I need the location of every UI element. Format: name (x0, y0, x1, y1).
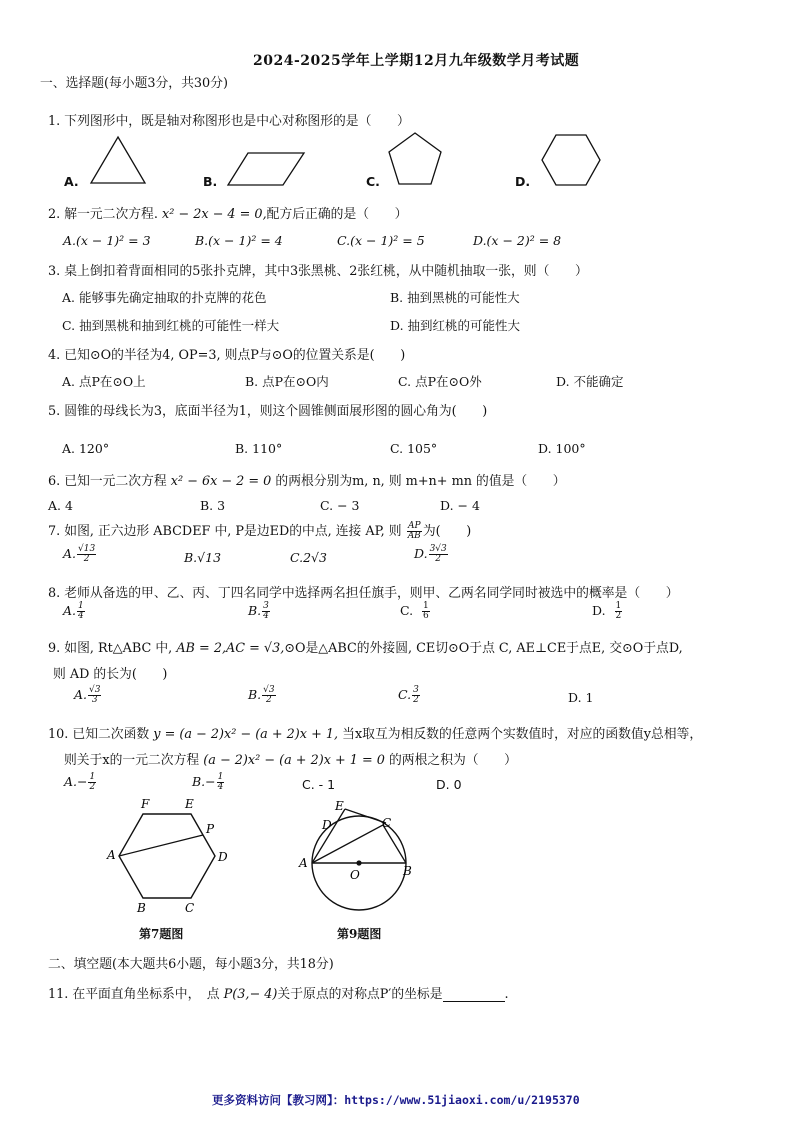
figure-7-caption: 第7题图 (139, 927, 184, 941)
q10-option-a: A.− $\frac{1}{2}$ (64, 772, 96, 792)
q2-equation: x² − 2x − 4 = 0, (162, 207, 267, 222)
q5-option-b: B. 110° (235, 441, 283, 456)
parallelogram-icon (226, 150, 306, 188)
q2-option-b: B.(x − 1)² = 4 (195, 233, 283, 248)
q10-stem-tail: 的两根之积为（ ） (389, 753, 517, 768)
q3-option-b: B. 抽到黑桃的可能性大 (390, 290, 520, 305)
question-1-stem: 1. 下列图形中，既是轴对称图形也是中心对称图形的是（ ） (48, 114, 410, 129)
q6-stem-tail: 的两根分别为m, n, 则 m+n+ mn 的值是（ ） (275, 474, 566, 489)
q9-equation: AB = 2,AC = √3, (176, 641, 285, 656)
q8-option-b: B. $\frac{3}{4}$ (248, 601, 269, 621)
q9-option-d: D. 1 (568, 690, 594, 705)
question-7-stem (48, 520, 471, 541)
q7-stem-tail: 为( ) (422, 524, 472, 539)
footer-link[interactable]: 更多资料访问【教习网】：https://www.51jiaoxi.com/u/2195370 (212, 1093, 580, 1107)
q9-option-a: A. $\frac{√3}{3}$ (74, 685, 101, 705)
question-9-stem-line2: 则 AD 的长为( ) (53, 667, 168, 682)
q2-option-d: D.(x − 2)² = 8 (473, 233, 562, 248)
q10-option-b: B.− $\frac{1}{4}$ (192, 772, 224, 792)
pentagon-icon (387, 131, 443, 187)
q11-stem-tail: 关于原点的对称点P′的坐标是 (277, 987, 443, 1002)
question-8-stem: 8. 老师从备选的甲、乙、丙、丁四名同学中选择两名担任旗手，则甲、乙两名同学同时被选中的概率是（ ） (48, 586, 679, 601)
hexagon-outline (119, 814, 215, 898)
q3-option-c: C. 抽到黑桃和抽到红桃的可能性一样大 (62, 318, 280, 333)
question-10-stem (48, 723, 702, 742)
question-6-stem (48, 470, 566, 489)
q1-option-b-label: B. (203, 174, 218, 189)
q10-equation: (a − 2)x² − (a + 2)x + 1 = 0 (203, 753, 385, 768)
point-label-d9: D (322, 818, 332, 832)
point-label-e: E (185, 797, 194, 811)
q6-stem-text: 6. 已知一元二次方程 (48, 474, 167, 489)
question-3-stem: 3. 桌上倒扣着背面相同的5张扑克牌，其中3张黑桃、2张红桃，从中随机抽取一张，则（ ） (48, 264, 588, 279)
q10-stem-text2: 则关于x的一元二次方程 (64, 753, 200, 768)
q4-option-a: A. 点P在⊙O上 (62, 374, 146, 389)
point-label-e9: E (335, 799, 344, 813)
q6-option-d: D. − 4 (440, 498, 480, 513)
point-label-a: A (107, 848, 116, 862)
section-heading-fill: 二、填空题(本大题共6小题，每小题3分，共18分) (48, 957, 334, 972)
center-dot (356, 860, 361, 865)
q7-option-a: A. $\frac{√13}{2}$ (63, 544, 96, 564)
question-2-stem (48, 203, 407, 222)
q8-option-c: C. $\frac{1}{6}$ (400, 601, 429, 621)
q6-option-a: A. 4 (48, 498, 73, 513)
q10-function: y = (a − 2)x² − (a + 2)x + 1, (153, 727, 339, 742)
hexagon-icon (540, 133, 602, 187)
q5-option-d: D. 100° (538, 441, 586, 456)
q3-option-a: A. 能够事先确定抽取的扑克牌的花色 (62, 290, 267, 305)
q11-point: P(3,− 4) (223, 987, 278, 1002)
q7-option-d: D. $\frac{3√3}{2}$ (414, 544, 447, 564)
q4-option-b: B. 点P在⊙O内 (245, 374, 329, 389)
q9-stem-text: 9. 如图, Rt△ABC 中, (48, 641, 173, 656)
question-5-stem: 5. 圆锥的母线长为3，底面半径为1，则这个圆锥侧面展形图的圆心角为( ) (48, 404, 488, 419)
point-label-c: C (185, 901, 195, 915)
q11-answer-blank[interactable] (443, 989, 505, 1002)
q1-option-a-label: A. (64, 174, 79, 189)
q5-option-c: C. 105° (390, 441, 438, 456)
q6-option-c: C. − 3 (320, 498, 360, 513)
triangle-icon (88, 134, 148, 186)
segment-ap (119, 835, 203, 856)
q6-option-b: B. 3 (200, 498, 226, 513)
q1-option-d-label: D. (515, 174, 531, 189)
q2-option-c: C.(x − 1)² = 5 (337, 233, 425, 248)
q7-stem-text: 7. 如图, 正六边形 ABCDEF 中, P是边ED的中点, 连接 AP, 则 (48, 524, 402, 539)
q4-option-d: D. 不能确定 (556, 374, 624, 389)
figure-9-circle (296, 795, 426, 920)
point-label-a9: A (299, 856, 308, 870)
q4-option-c: C. 点P在⊙O外 (398, 374, 482, 389)
q1-option-c-label: C. (366, 174, 380, 189)
q9-option-b: B. $\frac{√3}{2}$ (248, 685, 275, 705)
q6-equation: x² − 6x − 2 = 0 (170, 474, 272, 489)
q10-option-d: D. 0 (436, 777, 462, 792)
q9-stem-tail: ⊙O是△ABC的外接圆, CE切⊙O于点 C, AE⊥CE于点E, 交⊙O于点D, (284, 641, 683, 656)
q11-period: . (504, 987, 509, 1002)
point-label-b9: B (403, 864, 412, 878)
section-heading-choice: 一、选择题(每小题3分，共30分) (40, 76, 228, 91)
q10-stem-mid: 当x取互为相反数的任意两个实数值时，对应的函数值y总相等， (342, 727, 703, 742)
question-4-stem: 4. 已知⊙O的半径为4, OP=3, 则点P与⊙O的位置关系是( ) (48, 348, 406, 363)
point-label-b: B (137, 901, 146, 915)
point-label-d: D (218, 850, 228, 864)
q10-option-c: C. - 1 (302, 777, 336, 792)
q2-stem-text: 2. 解一元二次方程. (48, 207, 158, 222)
q5-option-a: A. 120° (62, 441, 110, 456)
q8-option-d: D. $\frac{1}{2}$ (592, 601, 622, 621)
point-label-c9: C (382, 816, 392, 830)
point-label-o9: O (350, 868, 360, 882)
page-title: 2024-2025学年上学期12月九年级数学月考试题 (253, 53, 580, 69)
q3-option-d: D. 抽到红桃的可能性大 (390, 318, 521, 333)
q8-option-a: A. $\frac{1}{4}$ (63, 601, 84, 621)
q2-stem-tail: 配方后正确的是（ ） (266, 207, 408, 222)
q7-option-b: B.√13 (184, 550, 222, 565)
q7-fraction: $\frac{AP}{AB}$ (407, 521, 421, 541)
figure-9-caption: 第9题图 (337, 927, 382, 941)
q9-option-c: C. $\frac{3}{2}$ (398, 685, 419, 705)
q2-option-a: A.(x − 1)² = 3 (63, 233, 151, 248)
figure-7-hexagon (104, 795, 240, 915)
q7-option-c: C.2√3 (290, 550, 327, 565)
question-11-stem (48, 983, 509, 1002)
point-label-f: F (141, 797, 150, 811)
question-10-stem-line2 (64, 749, 517, 768)
q11-stem-text: 11. 在平面直角坐标系中， 点 (48, 987, 220, 1002)
question-9-stem (48, 637, 683, 656)
q10-stem-text: 10. 已知二次函数 (48, 727, 150, 742)
point-label-p: P (206, 822, 215, 836)
